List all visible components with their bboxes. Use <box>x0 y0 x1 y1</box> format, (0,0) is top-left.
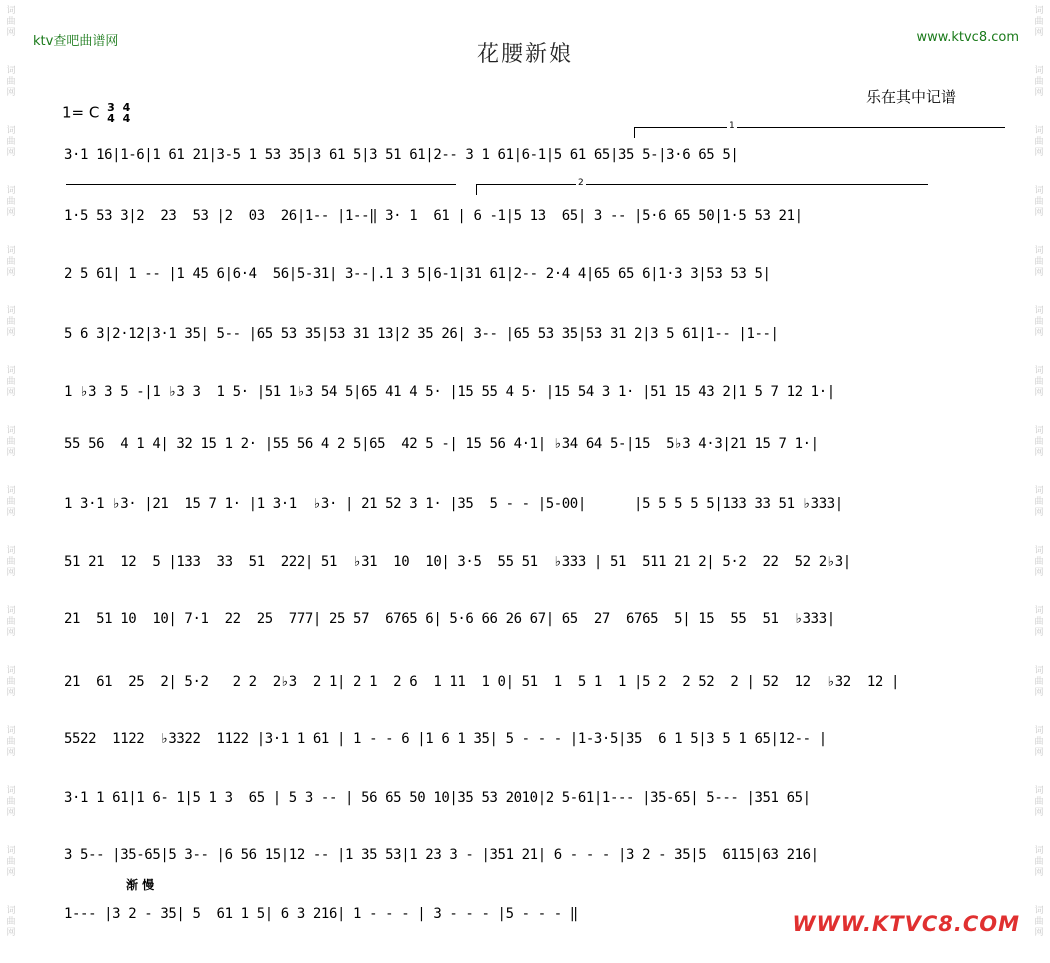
time1-top: 3 <box>107 101 115 114</box>
watermark-glyph-group: 词 曲 网 <box>6 666 16 698</box>
time-signature-3-4 <box>107 102 115 124</box>
time-signature-4-4 <box>123 102 131 124</box>
watermark-glyph-group: 词 曲 网 <box>1034 246 1044 278</box>
watermark-glyph-group: 词 曲 网 <box>6 246 16 278</box>
score-line-2: 1·5 53 3|2 23 53 |2 03 26|1-- |1--‖ 3· 1 61 | 6 -1|5 13 65| 3 -- |5·6 65 50|1·5 53 21| <box>64 208 803 224</box>
watermark-glyph-group: 词 曲 网 <box>1034 606 1044 638</box>
score-line-11: 5522 1122 ♭3322 1122 |3·1 1 61 | 1 - - 6 |1 6 1 35| 5 - - - |1-3·5|35 6 1 5|3 5 1 65|12-- | <box>64 731 827 747</box>
watermark-glyph-group: 词 曲 网 <box>1034 66 1044 98</box>
watermark-glyph-group: 词 曲 网 <box>6 366 16 398</box>
transcriber-credit: 乐在其中记谱 <box>866 88 957 106</box>
song-title: 花腰新娘 <box>476 42 573 67</box>
watermark-glyph-group: 词 曲 网 <box>1034 666 1044 698</box>
score-line-3: 2 5 61| 1 -- |1 45 6|6·4 56|5-31| 3--|.1 3 5|6-1|31 61|2-- 2·4 4|65 65 6|1·3 3|53 53 5| <box>64 266 771 282</box>
tempo-marking: 渐 慢 <box>126 878 155 892</box>
second-ending-bracket <box>476 184 928 195</box>
score-line-6: 55 56 4 1 4| 32 15 1 2· |55 56 4 2 5|65 42 5 -| 15 56 4·1| ♭34 64 5-|15 5♭3 4·3|21 15 7 1·| <box>64 436 819 452</box>
watermark-glyph-group: 词 曲 网 <box>6 6 16 38</box>
score-line-14: 1--- |3 2 - 35| 5 61 1 5| 6 3 216| 1 - - - | 3 - - - |5 - - - ‖ <box>64 906 578 922</box>
watermark-glyph-group: 词 曲 网 <box>6 606 16 638</box>
time2-top: 4 <box>122 101 131 114</box>
watermark-glyph-group: 词 曲 网 <box>1034 306 1044 338</box>
first-ending-continuation <box>66 184 456 185</box>
watermark-glyph-group: 词 曲 网 <box>1034 366 1044 398</box>
time1-bottom: 4 <box>107 112 115 125</box>
site-name-label[interactable]: ktv查吧曲谱网 <box>33 34 119 49</box>
watermark-glyph-group: 词 曲 网 <box>6 786 16 818</box>
key-label: 1= C <box>62 103 100 122</box>
watermark-glyph-group: 词 曲 网 <box>6 846 16 878</box>
watermark-glyph-group: 词 曲 网 <box>1034 906 1044 938</box>
watermark-glyph-group: 词 曲 网 <box>6 186 16 218</box>
watermark-right-column <box>1028 0 1050 963</box>
watermark-glyph-group: 词 曲 网 <box>1034 786 1044 818</box>
watermark-glyph-group: 词 曲 网 <box>6 726 16 758</box>
watermark-glyph-group: 词 曲 网 <box>6 546 16 578</box>
watermark-left-column <box>0 0 22 963</box>
key-signature <box>62 102 130 124</box>
watermark-glyph-group: 词 曲 网 <box>1034 186 1044 218</box>
first-ending-label: 1 <box>729 121 735 131</box>
watermark-glyph-group: 词 曲 网 <box>1034 726 1044 758</box>
site-url-link[interactable]: www.ktvc8.com <box>916 30 1019 45</box>
watermark-glyph-group: 词 曲 网 <box>1034 426 1044 458</box>
score-line-8: 51 21 12 5 |133 33 51 222| 51 ♭31 10 10| 3·5 55 51 ♭333 | 51 511 21 2| 5·2 22 52 2♭3| <box>64 554 851 570</box>
site-logo[interactable]: WWW.KTVC8.COM <box>792 912 1020 936</box>
watermark-glyph-group: 词 曲 网 <box>6 66 16 98</box>
watermark-glyph-group: 词 曲 网 <box>6 126 16 158</box>
second-ending-label: 2 <box>578 178 584 188</box>
score-line-9: 21 51 10 10| 7·1 22 25 777| 25 57 6765 6| 5·6 66 26 67| 65 27 6765 5| 15 55 51 ♭333| <box>64 611 835 627</box>
score-line-12: 3·1 1 61|1 6- 1|5 1 3 65 | 5 3 -- | 56 65 50 10|35 53 2010|2 5-61|1--- |35-65| 5--- |351 65| <box>64 790 811 806</box>
score-line-10: 21 61 25 2| 5·2 2 2 2♭3 2 1| 2 1 2 6 1 11 1 0| 51 1 5 1 1 |5 2 2 52 2 | 52 12 ♭32 12 | <box>64 674 899 690</box>
watermark-glyph-group: 词 曲 网 <box>6 486 16 518</box>
watermark-glyph-group: 词 曲 网 <box>6 306 16 338</box>
score-line-5: 1 ♭3 3 5 -|1 ♭3 3 1 5· |51 1♭3 54 5|65 41 4 5· |15 55 4 5· |15 54 3 1· |51 15 43 2|1 5 7 12 1·| <box>64 384 835 400</box>
score-line-7: 1 3·1 ♭3· |21 15 7 1· |1 3·1 ♭3· | 21 52 3 1· |35 5 - - |5-00| |5 5 5 5 5|133 33 51 ♭333| <box>64 496 843 512</box>
watermark-glyph-group: 词 曲 网 <box>1034 6 1044 38</box>
score-line-4: 5 6 3|2·12|3·1 35| 5-- |65 53 35|53 31 13|2 35 26| 3-- |65 53 35|53 31 2|3 5 61|1-- |1--| <box>64 326 779 342</box>
watermark-glyph-group: 词 曲 网 <box>1034 126 1044 158</box>
watermark-glyph-group: 词 曲 网 <box>1034 486 1044 518</box>
watermark-glyph-group: 词 曲 网 <box>1034 846 1044 878</box>
score-line-13: 3 5-- |35-65|5 3-- |6 56 15|12 -- |1 35 53|1 23 3 - |351 21| 6 - - - |3 2 - 35|5 6115|63 216| <box>64 847 819 863</box>
score-line-1: 3·1 16|1-6|1 61 21|3-5 1 53 35|3 61 5|3 51 61|2-- 3 1 61|6-1|5 61 65|35 5-|3·6 65 5| <box>64 147 739 163</box>
watermark-glyph-group: 词 曲 网 <box>1034 546 1044 578</box>
first-ending-bracket <box>634 127 1005 138</box>
watermark-glyph-group: 词 曲 网 <box>6 906 16 938</box>
time2-bottom: 4 <box>122 112 131 125</box>
watermark-glyph-group: 词 曲 网 <box>6 426 16 458</box>
